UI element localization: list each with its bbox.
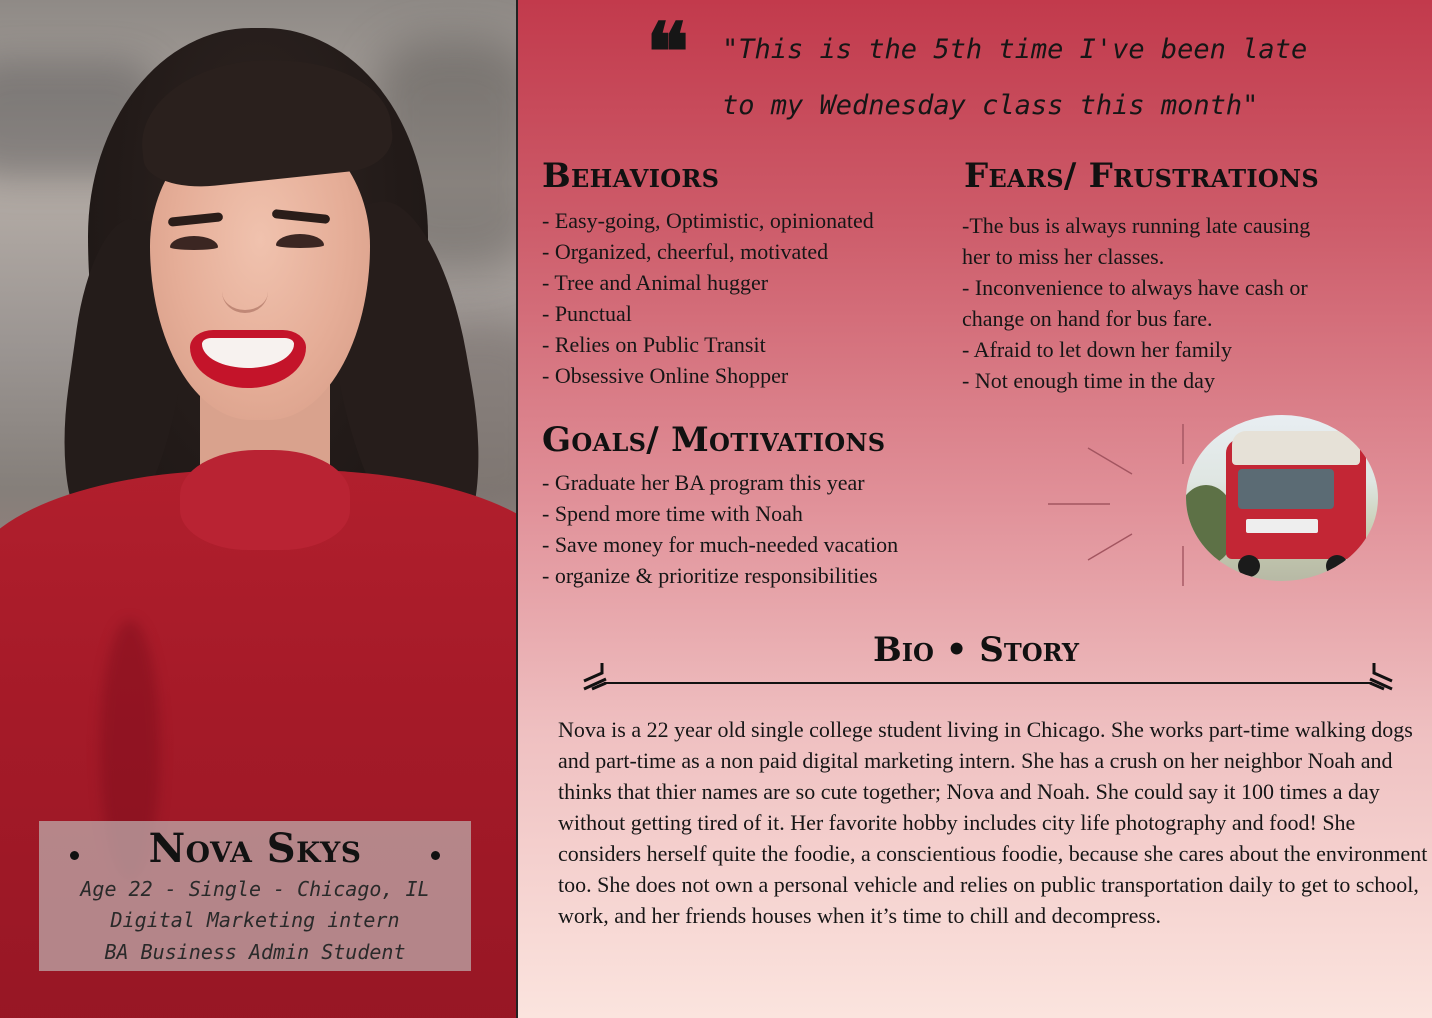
- persona-detail: Digital Marketing intern: [110, 908, 400, 932]
- list-item: - Inconvenience to always have cash or: [962, 275, 1308, 300]
- quote-line: to my Wednesday class this month": [722, 90, 1259, 121]
- bio-paragraph: Nova is a 22 year old single college student living in Chicago. She works part-time walking dogs and part-time as a non paid digital marketing intern. She has a crush on her neighbor Noah and thinks that thier names are so cute together; Nova and Noah. She could say it 100 times a day without getting tired of it. Her favorite hobby includes city life photography and food! She considers herself quite the foodie, a conscientious foodie, because she cares about the environment too. She does not own a personal vehicle and relies on public transportation daily to get to school, work, and her friends houses when it’s time to chill and decompress.: [558, 717, 1428, 928]
- persona-name-card: [39, 821, 471, 971]
- quote-line: "This is the 5th time I've been late: [722, 34, 1308, 65]
- list-item: her to miss her classes.: [962, 244, 1165, 269]
- list-item: - Not enough time in the day: [962, 368, 1215, 393]
- behaviors-heading: Behaviors: [542, 156, 720, 196]
- list-item: - organize & prioritize responsibilities: [542, 563, 878, 588]
- persona-detail: BA Business Admin Student: [104, 940, 406, 964]
- list-item: - Punctual: [542, 301, 632, 326]
- list-item: - Afraid to let down her family: [962, 337, 1233, 362]
- list-item: - Organized, cheerful, motivated: [542, 239, 829, 264]
- goals-list: [542, 467, 898, 591]
- list-item: - Easy-going, Optimistic, opinionated: [542, 208, 874, 233]
- nose: [222, 270, 268, 313]
- bus-wheel: [1326, 555, 1348, 577]
- bio-divider: [580, 659, 1396, 695]
- bio-heading: Bio • Story: [873, 630, 1079, 670]
- persona-content: [516, 0, 1432, 1018]
- list-item: - Spend more time with Noah: [542, 501, 803, 526]
- list-item: - Graduate her BA program this year: [542, 470, 865, 495]
- persona-detail: Age 22 - Single - Chicago, IL: [80, 877, 430, 901]
- bus-grille: [1246, 519, 1318, 533]
- decorative-rays: [1038, 418, 1188, 588]
- bus-photo: [1186, 415, 1378, 581]
- persona-name: Nova Skys: [148, 825, 362, 872]
- bus-roof: [1232, 431, 1360, 465]
- list-item: - Relies on Public Transit: [542, 332, 766, 357]
- fears-heading: Fears/ Frustrations: [964, 156, 1320, 196]
- bus-wheel: [1238, 555, 1260, 577]
- list-item: - Obsessive Online Shopper: [542, 363, 789, 388]
- portrait-photo: [0, 0, 516, 1018]
- bus-windshield: [1238, 469, 1334, 509]
- behaviors-list: [542, 205, 874, 391]
- list-item: -The bus is always running late causing: [962, 213, 1311, 238]
- goals-heading: Goals/ Motivations: [542, 420, 886, 460]
- list-item: change on hand for bus fare.: [962, 306, 1213, 331]
- list-item: - Tree and Animal hugger: [542, 270, 769, 295]
- sweater-collar: [180, 450, 350, 550]
- fears-list: [962, 210, 1310, 396]
- quote-icon: ❝: [646, 5, 690, 99]
- list-item: - Save money for much-needed vacation: [542, 532, 899, 557]
